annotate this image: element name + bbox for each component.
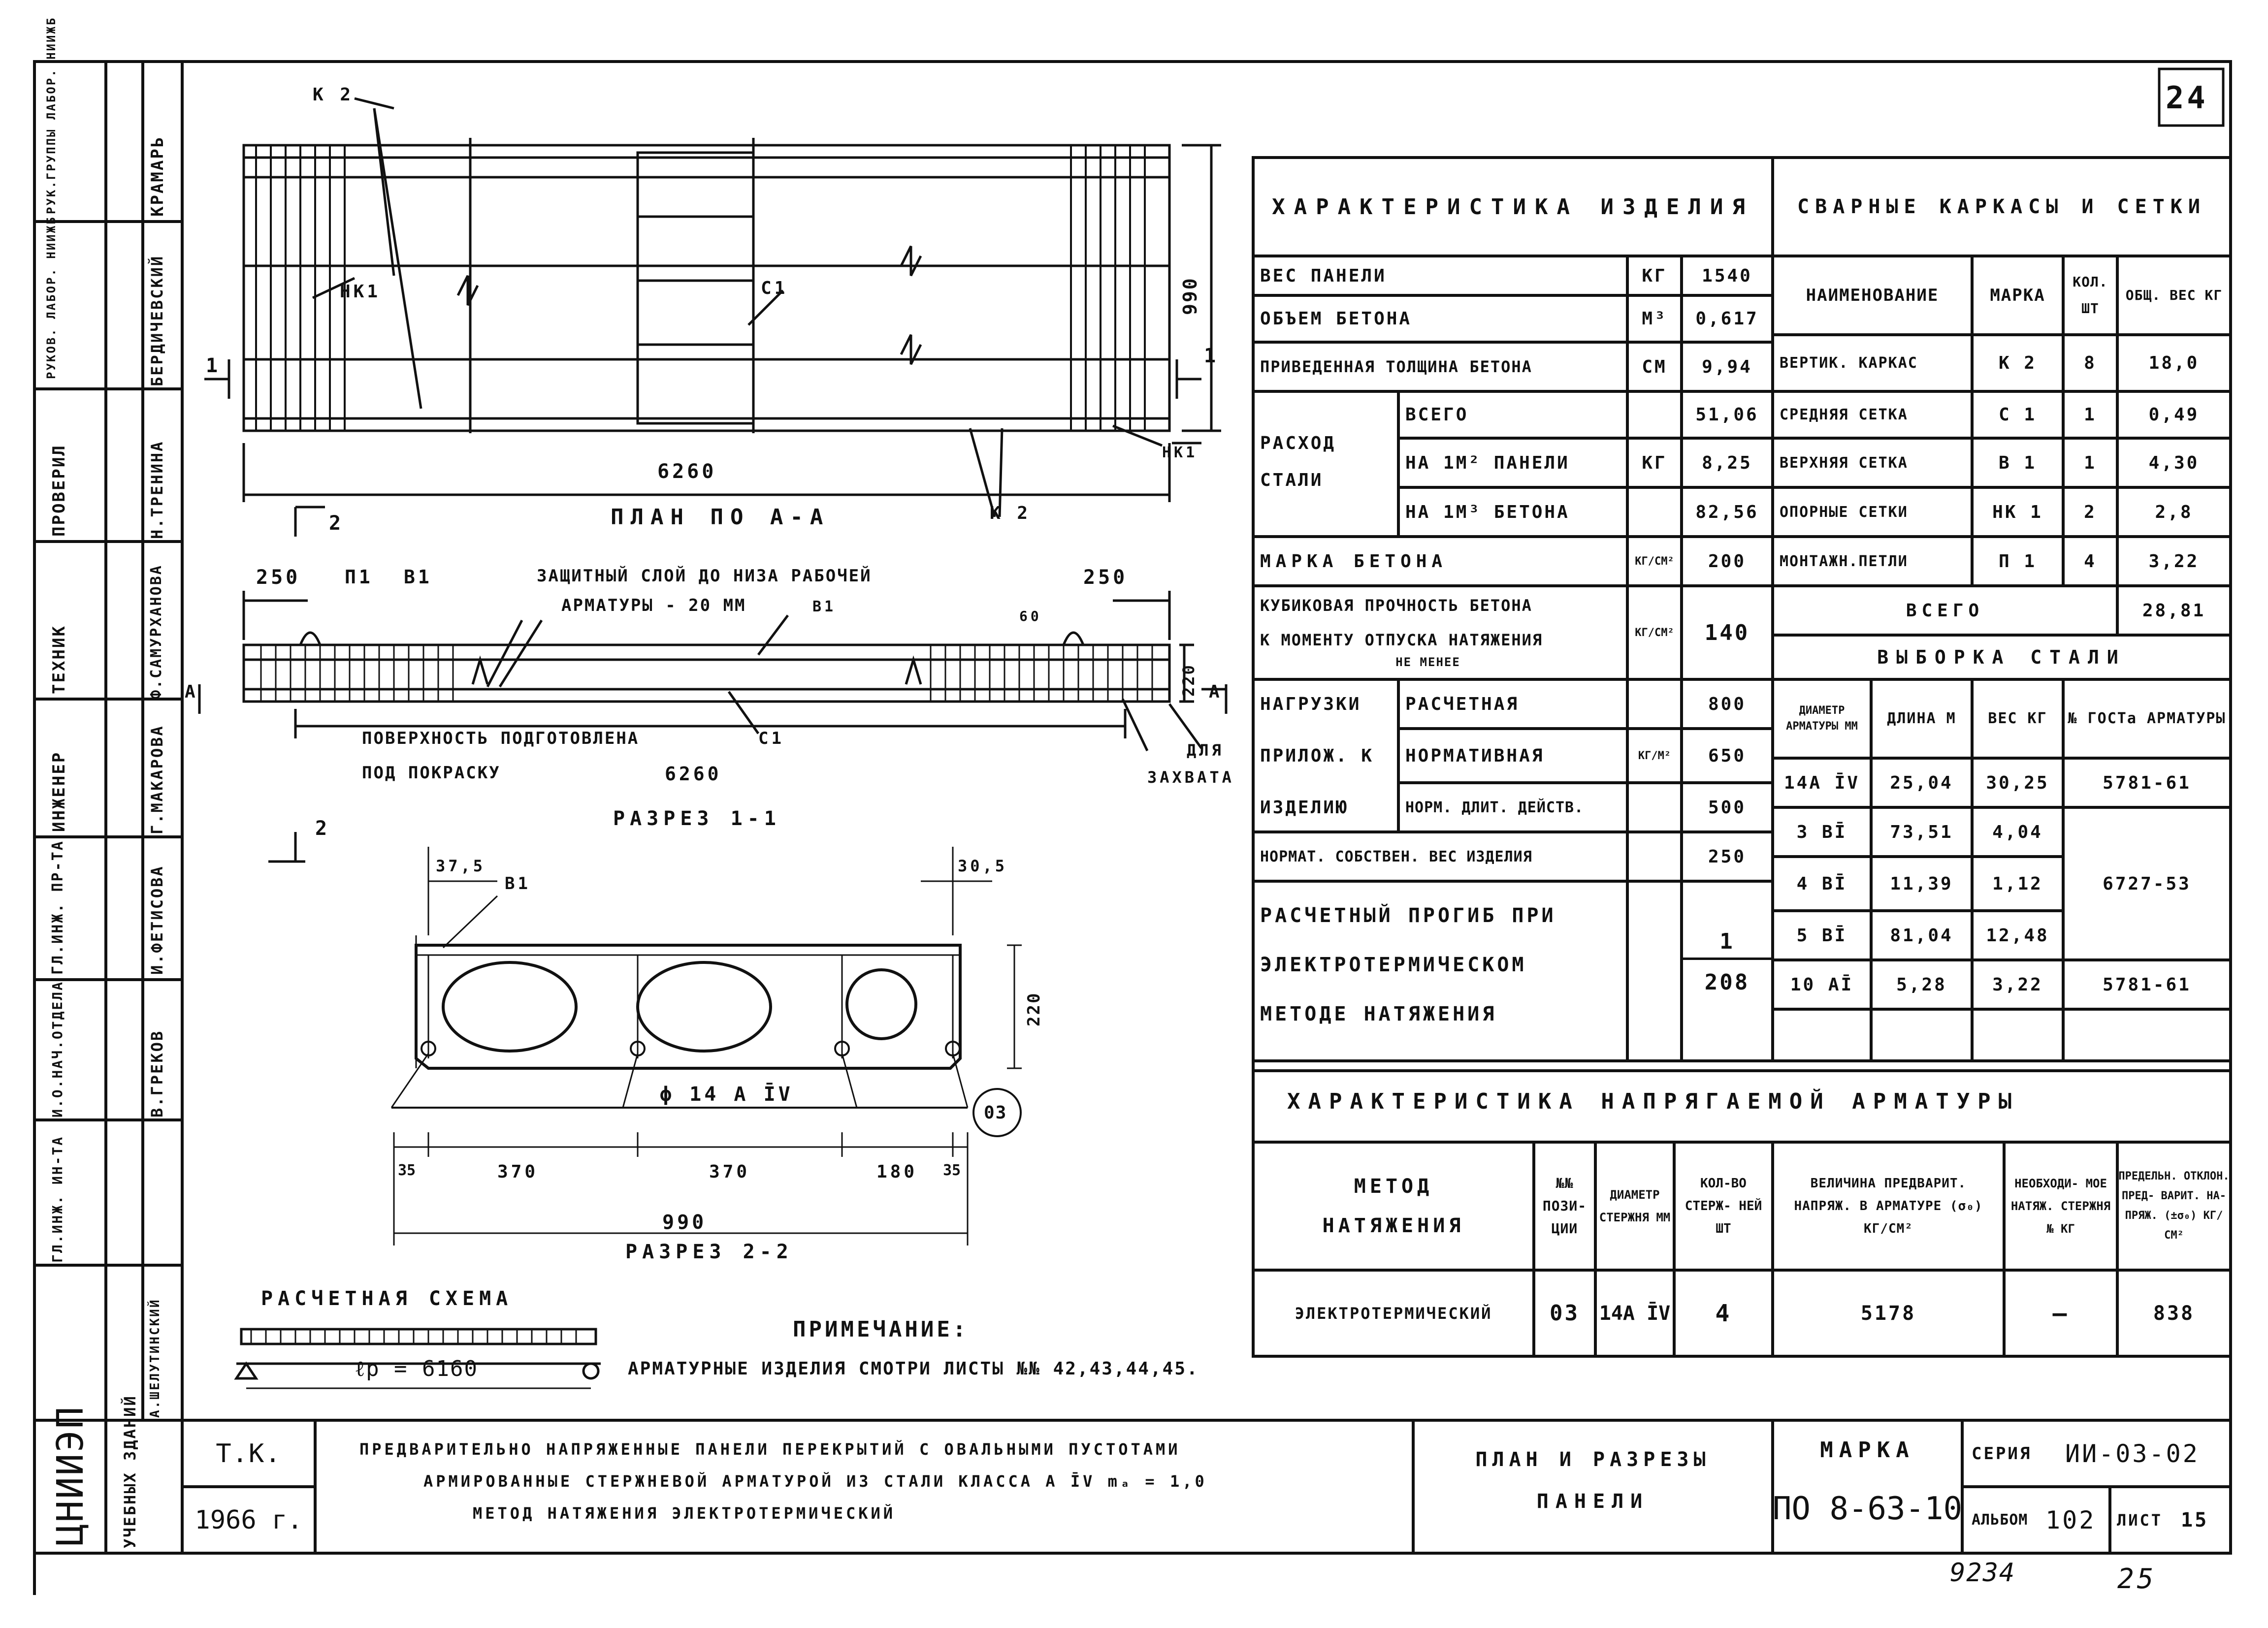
sidebar-name-1: БЕРДИЧЕВСКИЙ <box>148 255 166 386</box>
frames-row-4-weight: 3,22 <box>2148 551 2200 572</box>
char-steel-label1: РАСХОД <box>1260 433 1336 453</box>
s22-title: РАЗРЕЗ 2-2 <box>625 1241 793 1263</box>
s11-title: РАЗРЕЗ 1-1 <box>613 807 781 830</box>
frames-col-qty: КОЛ. ШТ <box>2073 274 2108 317</box>
s11-dim-220: 220 <box>1179 664 1198 697</box>
steel-row-0-len: 25,04 <box>1890 772 1953 793</box>
frames-row-1-weight: 0,49 <box>2148 405 2200 425</box>
sidebar-name-5: И.ФЕТИСОВА <box>148 865 166 975</box>
title-mark-val: ПО 8-63-10 <box>1773 1491 1962 1527</box>
char-weight-label: ВЕС ПАНЕЛИ <box>1260 265 1387 286</box>
char-load-l2: ПРИЛОЖ. К <box>1260 745 1374 766</box>
org-name: ЦНИИЭП <box>49 1405 92 1546</box>
s11-length-dim: 6260 <box>665 763 722 785</box>
frames-col-name: НАИМЕНОВАНИЕ <box>1806 286 1939 305</box>
char-cube-line1: КУБИКОВАЯ ПРОЧНОСТЬ БЕТОНА <box>1260 596 1532 615</box>
tension-row-force: — <box>2052 1299 2069 1327</box>
title-series-val: ИИ-03-02 <box>2065 1439 2200 1468</box>
s22-label-b1: В1 <box>505 874 531 894</box>
note-text: АРМАТУРНЫЕ ИЗДЕЛИЯ СМОТРИ ЛИСТЫ №№ 42,43,44,45. <box>628 1359 1199 1379</box>
s11-dim-60: 60 <box>1019 608 1042 624</box>
frames-row-3-qty: 2 <box>2084 502 2097 522</box>
sidebar-role-6: И.О.НАЧ.ОТДЕЛА <box>49 980 65 1117</box>
steel-col-diam: ДИАМЕТР АРМАТУРЫ ММ <box>1786 704 1858 733</box>
frames-row-0-mark: К 2 <box>1998 353 2037 373</box>
frames-total-label: ВСЕГО <box>1906 600 1984 621</box>
s11-grip-line2: ЗАХВАТА <box>1147 768 1234 787</box>
char-load-l3: ИЗДЕЛИЮ <box>1260 797 1349 818</box>
char-steel-m3-val: 82,56 <box>1695 502 1759 522</box>
char-defl-line1: РАСЧЕТНЫЙ ПРОГИБ ПРИ <box>1260 904 1556 927</box>
steel-row-0-diam: 14А ĪV <box>1783 772 1860 793</box>
title-mark-label: МАРКА <box>1820 1437 1915 1463</box>
org-subtitle: УЧЕБНЫХ ЗДАНИЙ <box>121 1395 139 1548</box>
sidebar-name-3: Ф.САМУРХАНОВА <box>148 564 165 699</box>
plan-label-k2-top: К 2 <box>313 85 354 105</box>
frames-row-3-name: ОПОРНЫЕ СЕТКИ <box>1780 503 1908 521</box>
char-steel-total-label: ВСЕГО <box>1405 405 1469 425</box>
frames-row-4-name: МОНТАЖН.ПЕТЛИ <box>1780 552 1908 570</box>
plan-label-k2-bottom: К 2 <box>990 503 1031 523</box>
sidebar-name-2: Н.ТРЕНИНА <box>148 440 166 539</box>
frames-row-3-weight: 2,8 <box>2155 502 2193 522</box>
char-load-l1: НАГРУЗКИ <box>1260 694 1361 714</box>
s11-label-b1-mid: В1 <box>812 598 837 615</box>
title-desc-line2: АРМИРОВАННЫЕ СТЕРЖНЕВОЙ АРМАТУРОЙ ИЗ СТАЛИ КЛАССА А ĪV mₐ = 1,0 <box>423 1472 1207 1491</box>
steel-row-4-wt: 3,22 <box>1992 974 2043 995</box>
title-album-label: АЛЬБОМ <box>1972 1511 2028 1529</box>
steel-row-4-gost: 5781-61 <box>2103 974 2191 995</box>
frames-row-1-name: СРЕДНЯЯ СЕТКА <box>1780 406 1908 423</box>
steel-col-gost: № ГОСТа АРМАТУРЫ <box>2068 710 2226 727</box>
tension-row-pos: 03 <box>1550 1301 1580 1326</box>
s11-surface-line1: ПОВЕРХНОСТЬ ПОДГОТОВЛЕНА <box>362 729 640 748</box>
title-sheet-label: ЛИСТ <box>2117 1510 2163 1530</box>
frames-row-1-qty: 1 <box>2084 405 2097 425</box>
sidebar-role-0: РУК.ГРУППЫ ЛАБОР. НИИЖБ <box>44 16 58 214</box>
steel-row-1-len: 73,51 <box>1890 822 1953 842</box>
steel-row-1-wt: 4,04 <box>1992 822 2043 842</box>
tension-row-diam: 14А ĪV <box>1599 1302 1671 1325</box>
char-steel-m2-label: НА 1М² ПАНЕЛИ <box>1405 452 1570 473</box>
s11-mark-a-right: А <box>1209 682 1223 702</box>
note-title: ПРИМЕЧАНИЕ: <box>793 1317 969 1342</box>
frames-row-4-mark: П 1 <box>1998 551 2037 572</box>
char-cube-val: 140 <box>1704 620 1750 645</box>
sidebar-role-5: ГЛ.ИНЖ. ПР-ТА <box>49 840 66 975</box>
char-cube-line3: НЕ МЕНЕЕ <box>1395 655 1460 669</box>
frames-row-2-qty: 1 <box>2084 452 2097 473</box>
title-series-label: СЕРИЯ <box>1972 1443 2032 1464</box>
title-drawing-line2: ПАНЕЛИ <box>1536 1490 1650 1513</box>
s22-rebar: ϕ 14 А ĪV <box>660 1083 793 1106</box>
char-steel-m2-val: 8,25 <box>1702 452 1752 473</box>
frames-row-0-name: ВЕРТИК. КАРКАС <box>1780 354 1918 372</box>
frames-row-2-mark: В 1 <box>1998 452 2037 473</box>
tension-row-stress: 5178 <box>1860 1302 1916 1325</box>
steel-row-3-diam: 5 ВĪ <box>1796 925 1847 946</box>
tension-col-pos: №№ ПОЗИ- ЦИИ <box>1542 1175 1587 1237</box>
tension-col-diam: ДИАМЕТР СТЕРЖНЯ ММ <box>1599 1188 1671 1224</box>
title-desc-line1: ПРЕДВАРИТЕЛЬНО НАПРЯЖЕННЫЕ ПАНЕЛИ ПЕРЕКРЫТИЙ С ОВАЛЬНЫМИ ПУСТОТАМИ <box>359 1440 1181 1459</box>
char-defl-den: 208 <box>1704 969 1750 995</box>
s11-dim-250-right: 250 <box>1083 566 1128 589</box>
steel-row-0-wt: 30,25 <box>1986 772 2049 793</box>
frames-row-3-mark: НК 1 <box>1992 502 2043 522</box>
char-load-calc-val: 800 <box>1708 694 1747 714</box>
sidebar-role-1: РУКОВ. ЛАБОР. НИИЖБ <box>44 216 58 379</box>
char-defl-num: 1 <box>1682 926 1773 960</box>
frames-row-4-qty: 4 <box>2084 551 2097 572</box>
char-load-calc-label: РАСЧЕТНАЯ <box>1405 694 1520 714</box>
tension-col-stress: ВЕЛИЧИНА ПРЕДВАРИТ. НАПРЯЖ. В АРМАТУРЕ (σ₀) КГ/СМ² <box>1794 1176 1983 1236</box>
char-cube-unit: КГ/СМ² <box>1635 626 1674 639</box>
s22-dim-370-a: 370 <box>497 1162 539 1182</box>
char-volume-val: 0,617 <box>1695 309 1759 329</box>
frames-col-weight: ОБЩ. ВЕС КГ <box>2125 287 2223 303</box>
steel-col-len: ДЛИНА М <box>1887 710 1956 727</box>
tension-row-limit: 838 <box>2153 1302 2195 1325</box>
s22-dim-35-left: 35 <box>398 1162 416 1179</box>
tension-col-method: МЕТОД НАТЯЖЕНИЯ <box>1322 1175 1465 1237</box>
char-load-long-val: 500 <box>1708 797 1747 818</box>
scheme-title: РАСЧЕТНАЯ СХЕМА <box>261 1287 513 1310</box>
char-load-norm-val: 650 <box>1708 745 1747 766</box>
s22-dim-37-5: 37,5 <box>436 857 486 875</box>
s11-label-b1: В1 <box>404 566 432 588</box>
title-drawing-line1: ПЛАН И РАЗРЕЗЫ <box>1475 1448 1711 1471</box>
title-tk: Т.К. <box>216 1438 282 1468</box>
char-steel-unit: КГ <box>1642 452 1667 473</box>
bottom-left-number: 9234 <box>1950 1558 2016 1588</box>
char-grade-val: 200 <box>1708 551 1747 572</box>
tension-table-header: ХАРАКТЕРИСТИКА НАПРЯГАЕМОЙ АРМАТУРЫ <box>1287 1089 2020 1114</box>
steel-row-3-wt: 12,48 <box>1986 925 2049 946</box>
frames-row-2-weight: 4,30 <box>2148 452 2200 473</box>
s11-mark-a-left: А <box>185 682 198 702</box>
page-number: 24 <box>2166 80 2208 116</box>
plan-width-dim: 990 <box>1179 277 1201 315</box>
frames-table-header: СВАРНЫЕ КАРКАСЫ И СЕТКИ <box>1797 195 2206 218</box>
s22-dim-30-5: 30,5 <box>958 857 1008 875</box>
char-grade-unit: КГ/СМ² <box>1635 555 1674 568</box>
tension-col-limit: ПРЕДЕЛЬН. ОТКЛОН. ПРЕД- ВАРИТ. НА- ПРЯЖ. (±σ₀) КГ/СМ² <box>2118 1170 2230 1242</box>
char-self-label: НОРМАТ. СОБСТВЕН. ВЕС ИЗДЕЛИЯ <box>1260 848 1532 865</box>
steel-row-3-len: 81,04 <box>1890 925 1953 946</box>
steel-row-0-gost: 5781-61 <box>2103 772 2191 793</box>
title-desc-line3: МЕТОД НАТЯЖЕНИЯ ЭЛЕКТРОТЕРМИЧЕСКИЙ <box>473 1504 896 1523</box>
char-thick-val: 9,94 <box>1702 356 1752 377</box>
s22-total-dim: 990 <box>662 1211 707 1234</box>
s11-label-p1: П1 <box>345 566 373 588</box>
tension-col-force: НЕОБХОДИ- МОЕ НАТЯЖ. СТЕРЖНЯ № КГ <box>2010 1177 2111 1236</box>
plan-mark-1-right: 1 <box>1204 345 1219 367</box>
steel-row-2-diam: 4 ВĪ <box>1796 873 1847 894</box>
s11-grip-line1: ДЛЯ <box>1187 741 1224 760</box>
frames-row-0-weight: 18,0 <box>2148 353 2200 373</box>
sidebar-role-4: ИНЖЕНЕР <box>49 751 69 832</box>
frames-total-val: 28,81 <box>2142 600 2206 621</box>
sidebar-name-4: Г.МАКАРОВА <box>148 725 166 834</box>
char-thick-label: ПРИВЕДЕННАЯ ТОЛЩИНА БЕТОНА <box>1260 357 1532 376</box>
tension-row-method: ЭЛЕКТРОТЕРМИЧЕСКИЙ <box>1295 1304 1492 1323</box>
plan-title: ПЛАН ПО А-А <box>611 505 830 530</box>
s11-note-line2: АРМАТУРЫ - 20 ММ <box>561 596 746 615</box>
s11-label-c1: С1 <box>758 729 784 748</box>
title-album-val: 102 <box>2045 1505 2096 1534</box>
plan-label-nk1: НК1 <box>340 282 381 302</box>
char-volume-unit: М³ <box>1642 309 1667 329</box>
s11-dim-250-left: 250 <box>256 566 301 589</box>
steel-row-2-wt: 1,12 <box>1992 873 2043 894</box>
char-thick-unit: СМ <box>1642 356 1667 377</box>
plan-label-nk1-right: НК1 <box>1162 444 1198 461</box>
char-load-norm-label: НОРМАТИВНАЯ <box>1405 745 1545 766</box>
char-weight-unit: КГ <box>1642 265 1667 286</box>
frames-row-1-mark: С 1 <box>1998 405 2037 425</box>
s22-position: 03 <box>984 1103 1007 1123</box>
char-load-long-label: НОРМ. ДЛИТ. ДЕЙСТВ. <box>1405 798 1584 816</box>
steel-row-4-diam: 10 АĪ <box>1790 974 1854 995</box>
steel-table-header: ВЫБОРКА СТАЛИ <box>1877 646 2126 668</box>
tension-row-qty: 4 <box>1715 1299 1732 1327</box>
char-grade-label: МАРКА БЕТОНА <box>1260 551 1448 572</box>
steel-row-1-diam: 3 ВĪ <box>1796 822 1847 842</box>
frames-col-mark: МАРКА <box>1990 286 2045 305</box>
s22-dim-35-right: 35 <box>943 1162 961 1179</box>
char-load-unit: КГ/М² <box>1638 749 1671 762</box>
s22-dim-220: 220 <box>1024 991 1044 1026</box>
char-steel-total-val: 51,06 <box>1695 405 1759 425</box>
char-defl-line2: ЭЛЕКТРОТЕРМИЧЕСКОМ <box>1260 954 1527 976</box>
plan-mark-1-left: 1 <box>206 354 221 377</box>
steel-row-2-len: 11,39 <box>1890 873 1953 894</box>
s22-dim-180: 180 <box>876 1162 918 1182</box>
char-defl-line3: МЕТОДЕ НАТЯЖЕНИЯ <box>1260 1003 1497 1025</box>
title-year: 1966 г. <box>194 1505 303 1535</box>
char-table-header: ХАРАКТЕРИСТИКА ИЗДЕЛИЯ <box>1272 194 1754 220</box>
sidebar-name-7: А.ШЕЛУТИНСКИЙ <box>148 1298 162 1418</box>
plan-length-dim: 6260 <box>657 460 717 483</box>
plan-mark-2-top: 2 <box>329 512 344 535</box>
plan-label-c1: С1 <box>761 278 788 298</box>
char-weight-val: 1540 <box>1702 265 1752 286</box>
frames-row-0-qty: 8 <box>2084 353 2097 373</box>
title-sheet-val: 15 <box>2181 1508 2209 1532</box>
frames-row-2-name: ВЕРХНЯЯ СЕТКА <box>1780 454 1908 472</box>
char-cube-line2: К МОМЕНТУ ОТПУСКА НАТЯЖЕНИЯ <box>1260 631 1543 649</box>
steel-row-2-gost: 6727-53 <box>2103 873 2191 894</box>
steel-row-4-len: 5,28 <box>1896 974 1947 995</box>
char-steel-m3-label: НА 1М³ БЕТОНА <box>1405 502 1570 522</box>
steel-col-wt: ВЕС КГ <box>1988 710 2047 727</box>
char-self-val: 250 <box>1708 846 1747 867</box>
char-volume-label: ОБЪЕМ БЕТОНА <box>1260 309 1412 329</box>
char-steel-label2: СТАЛИ <box>1260 470 1324 490</box>
scheme-span: ℓр = 6160 <box>355 1356 478 1381</box>
bottom-right-number: 25 <box>2117 1563 2157 1595</box>
sidebar-name-6: В.ГРЕКОВ <box>148 1029 166 1117</box>
sidebar-name-0: КРАМАРЬ <box>148 135 167 217</box>
sidebar-role-7: ГЛ.ИНЖ. ИН-ТА <box>49 1135 65 1263</box>
s11-surface-line2: ПОД ПОКРАСКУ <box>362 763 501 783</box>
sidebar-role-3: ТЕХНИК <box>49 625 69 694</box>
s22-dim-370-b: 370 <box>709 1162 750 1182</box>
s11-note-line1: ЗАЩИТНЫЙ СЛОЙ ДО НИЗА РАБОЧЕЙ <box>537 566 872 586</box>
tension-col-qty: КОЛ-ВО СТЕРЖ- НЕЙ ШТ <box>1685 1176 1762 1236</box>
sidebar-role-2: ПРОВЕРИЛ <box>49 444 69 537</box>
s11-mark-2-bottom: 2 <box>315 817 330 840</box>
